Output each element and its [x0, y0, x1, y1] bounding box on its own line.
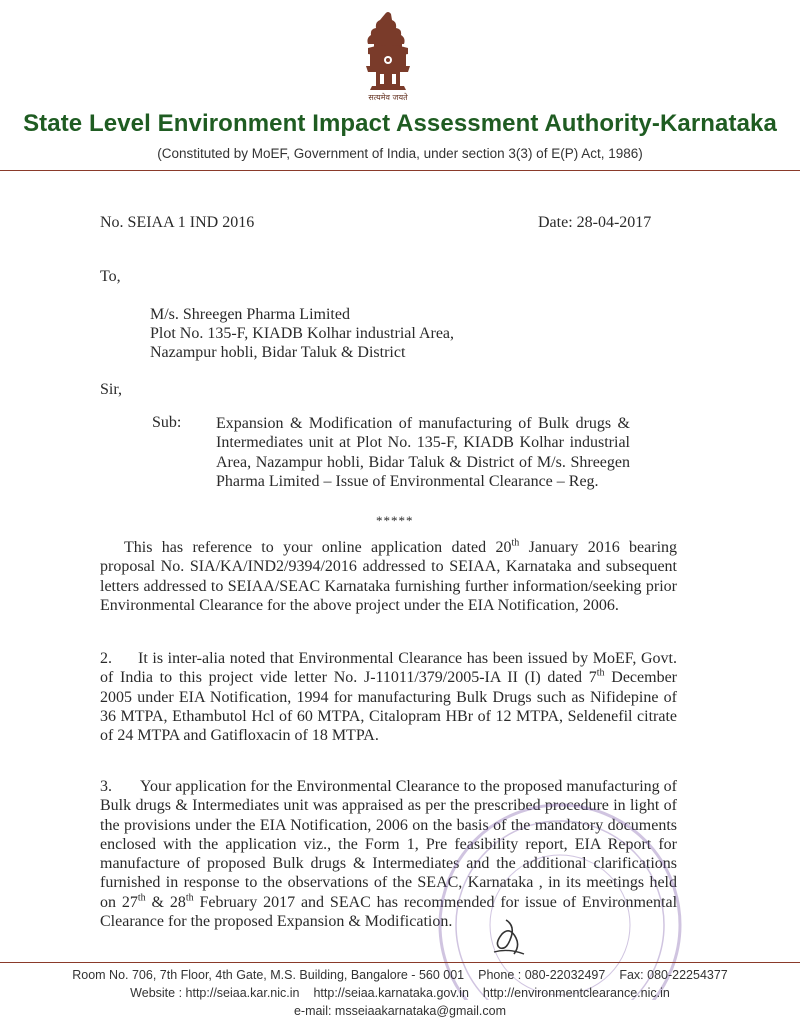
national-emblem-icon: [356, 10, 420, 102]
address-line: Plot No. 135-F, KIADB Kolhar industrial Area,: [150, 325, 455, 342]
paragraph-2: [100, 649, 677, 745]
para2-text: It is inter-alia noted that Environmental Clearance has been issued by MoEF, Govt. of India to this project vide letter No. J-11011/379/2005-IA II (I) dated 7: [100, 650, 677, 687]
para3-number: 3.: [100, 778, 112, 795]
signature-icon: [488, 916, 528, 962]
subject-label: Sub:: [152, 414, 182, 431]
address-line: Nazampur hobli, Bidar Taluk & District: [150, 344, 406, 361]
para3-text-mid: & 28: [145, 893, 186, 911]
recipient-to: To,: [100, 268, 121, 285]
para2-sup: th: [596, 667, 605, 679]
para2-text-cont: December 2005 under EIA Notification, 1994 for manufacturing Bulk Drugs such as Nifidepine of 36 MTPA, Ethambutol Hcl of 60 MTPA, Citalopram HBr of 12 MTPA, Seldenefil citrate of 24 MTPA and Gatifloxacin of 18 MTPA.: [100, 669, 678, 745]
header-divider: [0, 170, 800, 171]
para3-sup: th: [185, 892, 194, 904]
authority-title: State Level Environment Impact Assessment Authority-Karnataka: [23, 110, 777, 137]
letter-date: Date: 28-04-2017: [538, 214, 652, 231]
subject-text: Expansion & Modification of manufacturing of Bulk drugs & Intermediates unit at Plot No. 135-F, KIADB Kolhar industrial Area, Nazampur hobli, Bidar Taluk & District of M/s. Shreegen Pharma Limited – Issue of Environmental Clearance – Reg.: [216, 415, 630, 490]
reference-number: No. SEIAA 1 IND 2016: [100, 214, 255, 231]
footer-address: Room No. 706, 7th Floor, 4th Gate, M.S. Building, Bangalore - 560 001: [72, 968, 465, 982]
footer-website-link[interactable]: http://seiaa.karnataka.gov.in: [313, 986, 469, 1000]
authority-subtitle: (Constituted by MoEF, Government of India, under section 3(3) of E(P) Act, 1986): [157, 146, 643, 161]
footer-website-line: [0, 986, 800, 1000]
para3-text-cont: February 2017 and SEAC has recommended for issue of Environmental Clearance for the proposed Expansion & Modification.: [100, 893, 678, 931]
footer-contact-line: [0, 968, 800, 982]
salutation: Sir,: [100, 381, 123, 398]
address-line: M/s. Shreegen Pharma Limited: [150, 306, 350, 323]
footer-phone: Phone : 080-22032497: [478, 968, 606, 982]
footer-website-link[interactable]: Website : http://seiaa.kar.nic.in: [130, 986, 300, 1000]
para1-text-cont: January 2016 bearing proposal No. SIA/KA/IND2/9394/2016 addressed to SEIAA, Karnataka and subsequent letters addressed to SEIAA/SEAC Karnataka furnishing further information/seeking prior Environmental Clearance for the above project under the EIA Notification, 2006.: [100, 539, 678, 614]
para3-sup: th: [137, 892, 146, 904]
footer-email[interactable]: e-mail: msseiaakarnataka@gmail.com: [293, 1004, 507, 1018]
para1-text: This has reference to your online application dated 20: [124, 539, 512, 556]
footer-fax: Fax: 080-22254377: [619, 968, 728, 982]
para1-sup: th: [511, 537, 520, 549]
footer-divider: [0, 962, 800, 963]
paragraph-1: [100, 538, 677, 615]
para3-text: Your application for the Environmental Clearance to the proposed manufacturing of Bulk drugs & Intermediates unit was appraised as per the prescribed procedure in light of the provisions under the EIA Notification, 2006 on the basis of the mandatory documents enclosed with the application viz., the Form 1, Pre feasibility report, EIA Report for manufacture of proposed Bulk drugs & Intermediates and the additional clarifications furnished in response to the observations of the SEAC, Karnataka , in its meetings held on 27: [100, 778, 677, 911]
footer-website-link[interactable]: http://environmentclearance.nic.in: [482, 986, 670, 1000]
para2-number: 2.: [100, 650, 112, 667]
separator: *****: [376, 513, 414, 528]
emblem-motto: सत्यमेव जयते: [368, 93, 408, 102]
